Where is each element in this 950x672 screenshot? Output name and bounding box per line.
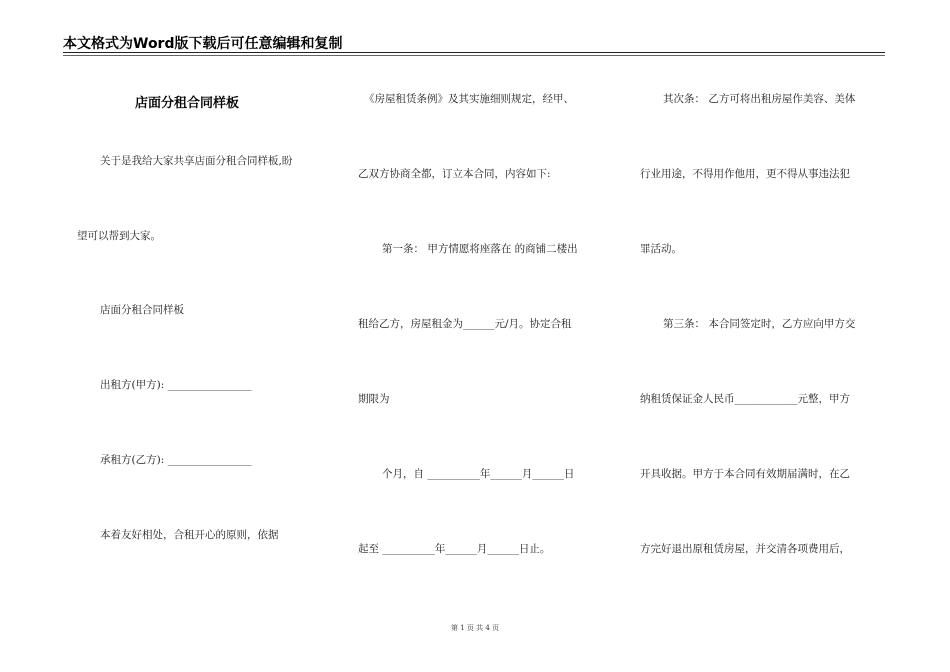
paragraph-line: 个月，自 __________年______月______日 [382,468,575,480]
paragraph-line: 第一条： 甲方情愿将座落在 的商铺二楼出 [382,243,578,255]
paragraph-line: 承租方(乙方): ________________ [100,454,252,466]
paragraph-line: 出租方(甲方): ________________ [100,379,252,391]
header-rule-thin [63,55,885,56]
paragraph-line: 关于是我给大家共享店面分租合同样板,盼 [100,155,293,167]
paragraph-line: 乙双方协商全都，订立本合同，内容如下: [358,168,551,180]
paragraph-line: 店面分租合同样板 [100,304,184,316]
paragraph-line: 其次条： 乙方可将出租房屋作美容、美体 [663,93,856,105]
header-rule [63,52,885,53]
paragraph-line: 方完好退出原租赁房屋，并交清各项费用后， [640,543,850,555]
paragraph-line: 开具收据。甲方于本合同有效期届满时，在乙 [640,468,850,480]
paragraph-line: 罪活动。 [640,243,682,255]
paragraph-line: 《房屋租赁条例》及其实施细则规定，经甲、 [364,93,574,105]
paragraph-line: 本着友好相处，合租开心的原则，依据 [100,529,279,541]
document-title: 店面分租合同样板 [135,96,240,111]
paragraph-line: 期限为 [358,393,390,405]
page-number: 第 1 页 共 4 页 [450,624,500,632]
paragraph-line: 纳租赁保证金人民币____________元整，甲方 [640,393,850,405]
paragraph-line: 租给乙方，房屋租金为______元/月。协定合租 [358,318,572,330]
download-banner: 本文格式为Word版下载后可任意编辑和复制 [63,36,343,52]
paragraph-line: 望可以帮到大家。 [77,230,161,242]
paragraph-line: 行业用途，不得用作他用，更不得从事违法犯 [640,168,850,180]
paragraph-line: 起至 __________年______月______日止。 [358,543,551,555]
paragraph-line: 第三条： 本合同签定时，乙方应向甲方交 [663,318,856,330]
